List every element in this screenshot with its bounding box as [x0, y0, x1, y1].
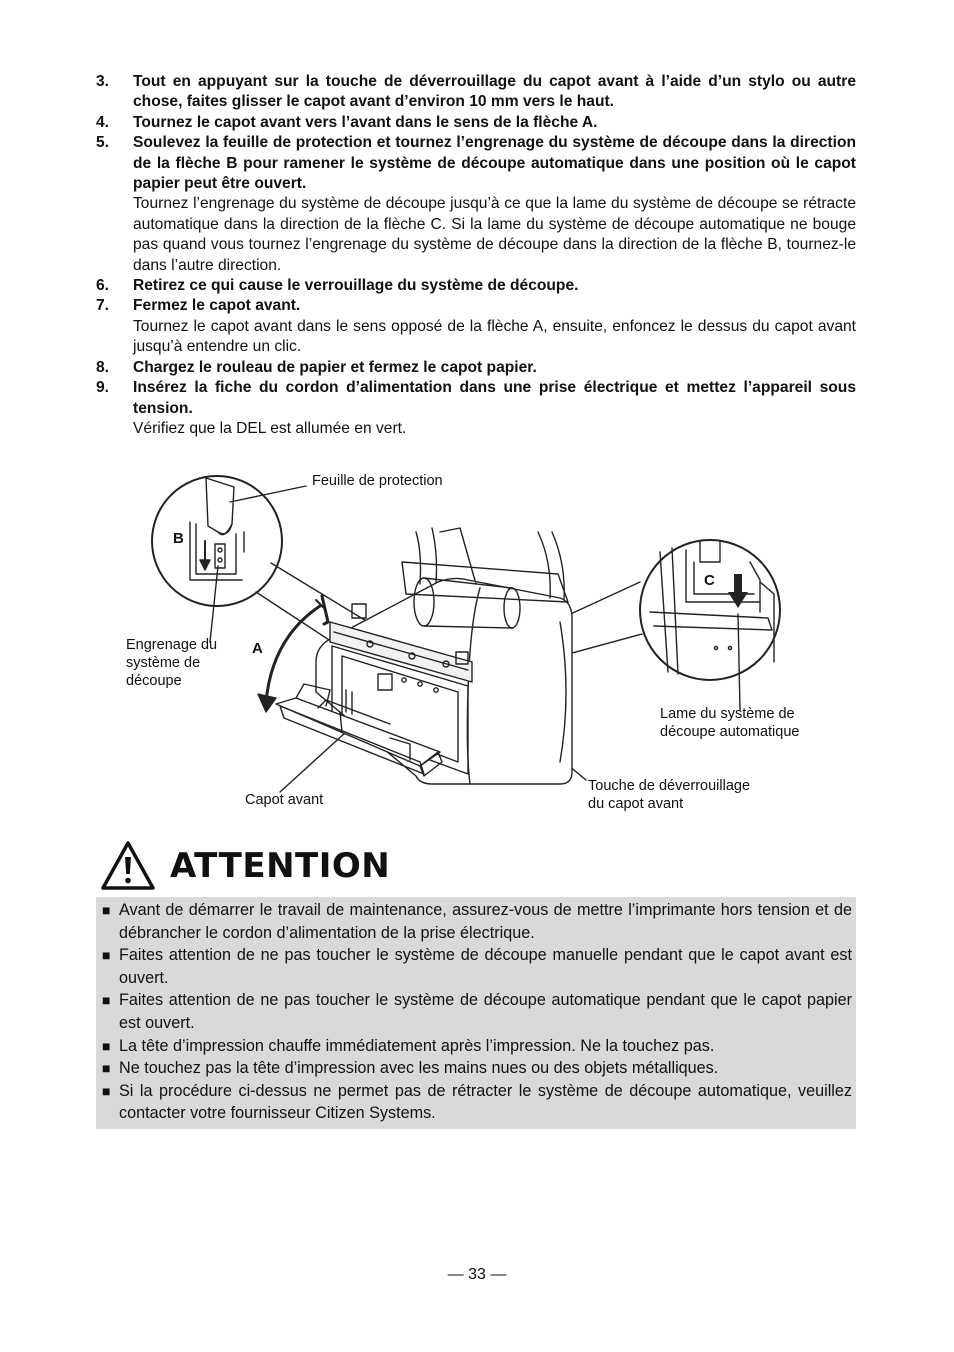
- bullet-square-icon: ■: [102, 992, 111, 1009]
- caution-box: [96, 897, 856, 1129]
- step-4: [96, 113, 856, 133]
- warning-triangle-icon: [100, 840, 156, 892]
- step-description: Tournez le capot avant dans le sens opposé de la flèche A, ensuite, enfoncez le dessus du capot avant jusqu’à entendre un clic.: [133, 317, 856, 356]
- step-number: 3.: [96, 73, 110, 90]
- step-number: 6.: [96, 277, 110, 295]
- printer-drawing: [120, 462, 820, 822]
- caution-item: [102, 1035, 852, 1058]
- step-title: Tournez le capot avant vers l’avant dans le sens de la flèche A.: [133, 113, 598, 131]
- caution-item: [102, 944, 852, 989]
- caution-item: [102, 989, 852, 1034]
- caution-item: [102, 1080, 852, 1125]
- bullet-square-icon: ■: [102, 1037, 111, 1054]
- caution-text: Si la procédure ci-dessus ne permet pas de rétracter le système de découpe automatique, veuillez contacter votre fournisseur Citizen Systems.: [119, 1081, 852, 1123]
- step-7: [96, 296, 856, 357]
- bullet-square-icon: ■: [102, 902, 111, 918]
- caution-item: [102, 899, 852, 944]
- step-title: Soulevez la feuille de protection et tournez l’engrenage du système de découpe dans la direction de la flèche B pour ramener le système de découpe automatique dans une position où le capot papier peut être ouvert.: [133, 134, 856, 193]
- bullet-square-icon: ■: [102, 1082, 111, 1099]
- caution-text: La tête d’impression chauffe immédiatement après l’impression. Ne la touchez pas.: [119, 1036, 715, 1055]
- arrow-letter-b: B: [173, 530, 184, 547]
- step-number: 4.: [96, 113, 110, 131]
- step-5: [96, 133, 856, 276]
- step-9: [96, 378, 856, 439]
- caution-item: [102, 1057, 852, 1080]
- step-title: Tout en appuyant sur la touche de déverrouillage du capot avant à l’aide d’un stylo ou autre chose, faites glisser le capot avant d’environ 10 mm vers le haut.: [133, 73, 856, 111]
- caution-text: Faites attention de ne pas toucher le système de découpe automatique pendant que le capot papier est ouvert.: [119, 991, 852, 1032]
- page-number: — 33 —: [447, 1266, 507, 1283]
- step-number: 7.: [96, 297, 110, 315]
- arrow-letter-c: C: [704, 572, 715, 589]
- step-title: Chargez le rouleau de papier et fermez le capot papier.: [133, 358, 537, 376]
- bullet-square-icon: ■: [102, 1060, 111, 1077]
- step-description: Tournez l’engrenage du système de découpe jusqu’à ce que la lame du système de découpe se rétracte automatique dans la direction de la flèche C. Si la lame du système de découpe automatique ne bouge pas quand vous tournez l’engrenage du système de découpe dans la direction de la flèche B, tournez-le dans l’autre direction.: [133, 195, 856, 274]
- caution-text: Ne touchez pas la tête d’impression avec les mains nues ou des objets métalliques.: [119, 1059, 719, 1078]
- label-lame: Lame du système de découpe automatique: [660, 706, 800, 740]
- step-3: [96, 72, 856, 113]
- procedure-steps: [96, 72, 856, 439]
- label-feuille-de-protection: Feuille de protection: [312, 473, 443, 489]
- step-8: [96, 358, 856, 378]
- bullet-square-icon: ■: [102, 947, 111, 964]
- label-engrenage: Engrenage du système de découpe: [126, 637, 218, 689]
- caution-text: Avant de démarrer le travail de maintenance, assurez-vous de mettre l’imprimante hors tension et de débrancher le cordon d’alimentation de la prise électrique.: [119, 901, 852, 942]
- step-6: [96, 276, 856, 296]
- step-title: Insérez la fiche du cordon d’alimentation dans une prise électrique et mettez l’appareil sous tension.: [133, 379, 856, 417]
- step-title: Fermez le capot avant.: [133, 297, 301, 315]
- attention-heading: [100, 838, 390, 894]
- step-number: 8.: [96, 358, 110, 376]
- printer-illustration: [120, 462, 820, 822]
- step-number: 5.: [96, 134, 110, 152]
- caution-text: Faites attention de ne pas toucher le système de découpe manuelle pendant que le capot avant est ouvert.: [119, 946, 852, 987]
- arrow-letter-a: A: [252, 640, 263, 657]
- step-number: 9.: [96, 379, 110, 397]
- label-capot-avant: Capot avant: [245, 792, 324, 808]
- label-touche-deverrouillage: Touche de déverrouillage du capot avant: [588, 778, 751, 812]
- step-description: Vérifiez que la DEL est allumée en vert.: [133, 419, 407, 437]
- step-title: Retirez ce qui cause le verrouillage du système de découpe.: [133, 277, 579, 295]
- attention-title: ATTENTION: [170, 846, 391, 886]
